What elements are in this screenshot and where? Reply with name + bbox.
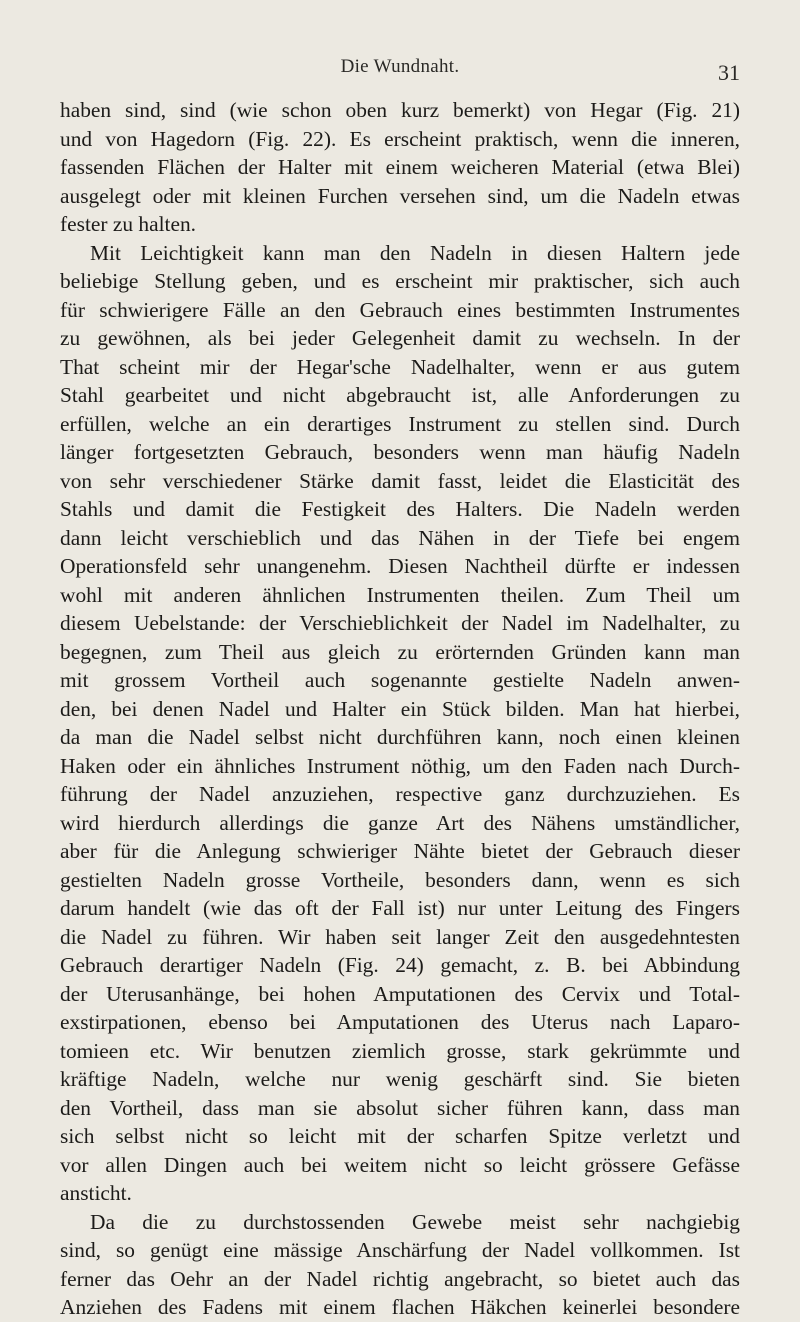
text-line: Mit Leichtigkeit kann man den Nadeln in diesen Haltern jede [90, 240, 740, 265]
text-line: die Nadel zu führen. Wir haben seit langer Zeit den ausgedehntesten [60, 924, 740, 949]
text-line: dann leicht verschieblich und das Nähen in der Tiefe bei engem [60, 525, 740, 550]
text-line: Stahl gearbeitet und nicht abgebraucht ist, alle Anforderungen zu [60, 383, 740, 407]
text-line: und von Hagedorn (Fig. 22). Es erscheint praktisch, wenn die inneren, [60, 126, 740, 151]
text-line: ferner das Oehr an der Nadel richtig angebracht, so bietet auch das [60, 1266, 740, 1291]
text-line: fester zu halten. [60, 212, 196, 236]
running-head [60, 56, 740, 86]
text-line: Anziehen des Fadens mit einem flachen Häkchen keinerlei besondere [60, 1295, 740, 1319]
text-line: beliebige Stellung geben, und es erscheint mir praktischer, sich auch [60, 269, 740, 293]
body-text [60, 96, 740, 1322]
text-line: fassenden Flächen der Halter mit einem weicheren Material (etwa Blei) [60, 155, 740, 179]
text-line: aber für die Anlegung schwieriger Nähte bietet der Gebrauch dieser [60, 839, 740, 863]
text-line: mit grossem Vortheil auch sogenannte gestielte Nadeln anwen- [60, 668, 740, 692]
text-line: haben sind, sind (wie schon oben kurz bemerkt) von Hegar (Fig. 21) [60, 98, 740, 122]
text-line: länger fortgesetzten Gebrauch, besonders wenn man häufig Nadeln [60, 440, 740, 464]
text-line: Stahls und damit die Festigkeit des Halters. Die Nadeln werden [60, 497, 740, 521]
text-line: den, bei denen Nadel und Halter ein Stück bilden. Man hat hierbei, [60, 696, 740, 721]
text-line: begegnen, zum Theil aus gleich zu erörternden Gründen kann man [60, 639, 740, 664]
text-line: der Uterusanhänge, bei hohen Amputationen des Cervix und Total- [60, 981, 740, 1006]
text-line: Haken oder ein ähnliches Instrument nöthig, um den Faden nach Durch- [60, 753, 740, 778]
text-line: ausgelegt oder mit kleinen Furchen versehen sind, um die Nadeln etwas [60, 183, 740, 208]
text-line: Gebrauch derartiger Nadeln (Fig. 24) gemacht, z. B. bei Abbindung [60, 953, 740, 977]
text-line: sich selbst nicht so leicht mit der scharfen Spitze verletzt und [60, 1124, 740, 1148]
text-line: Da die zu durchstossenden Gewebe meist sehr nachgiebig [90, 1209, 740, 1234]
text-line: diesem Uebelstande: der Verschieblichkeit der Nadel im Nadelhalter, zu [60, 611, 740, 635]
text-line: gestielten Nadeln grosse Vortheile, besonders dann, wenn es sich [60, 867, 740, 892]
text-line: erfüllen, welche an ein derartiges Instrument zu stellen sind. Durch [60, 411, 740, 436]
running-title: Die Wundnaht. [340, 56, 460, 77]
text-line: darum handelt (wie das oft der Fall ist) nur unter Leitung des Fingers [60, 896, 740, 920]
text-line: wohl mit anderen ähnlichen Instrumenten theilen. Zum Theil um [60, 582, 740, 607]
text-line: vor allen Dingen auch bei weitem nicht so leicht grössere Gefässe [60, 1152, 740, 1177]
text-line: tomieen etc. Wir benutzen ziemlich grosse, stark gekrümmte und [60, 1038, 740, 1063]
text-line: da man die Nadel selbst nicht durchführen kann, noch einen kleinen [60, 725, 740, 749]
text-line: sind, so genügt eine mässige Anschärfung der Nadel vollkommen. Ist [60, 1238, 740, 1262]
text-line: für schwierigere Fälle an den Gebrauch eines bestimmten Instrumentes [60, 297, 740, 322]
text-line: den Vortheil, dass man sie absolut sicher führen kann, dass man [60, 1095, 740, 1120]
text-line: That scheint mir der Hegar'sche Nadelhalter, wenn er aus gutem [60, 354, 740, 379]
text-line: ansticht. [60, 1181, 132, 1205]
text-line: von sehr verschiedener Stärke damit fasst, leidet die Elasticität des [60, 468, 740, 493]
page-number: 31 [718, 60, 740, 85]
text-line: führung der Nadel anzuziehen, respective ganz durchzuziehen. Es [60, 782, 740, 806]
text-line: exstirpationen, ebenso bei Amputationen des Uterus nach Laparo- [60, 1010, 740, 1034]
text-line: kräftige Nadeln, welche nur wenig geschärft sind. Sie bieten [60, 1067, 740, 1091]
text-line: wird hierdurch allerdings die ganze Art des Nähens umständlicher, [60, 810, 740, 835]
text-line: zu gewöhnen, als bei jeder Gelegenheit damit zu wechseln. In der [60, 326, 740, 350]
text-line: Operationsfeld sehr unangenehm. Diesen Nachtheil dürfte er indessen [60, 554, 740, 578]
